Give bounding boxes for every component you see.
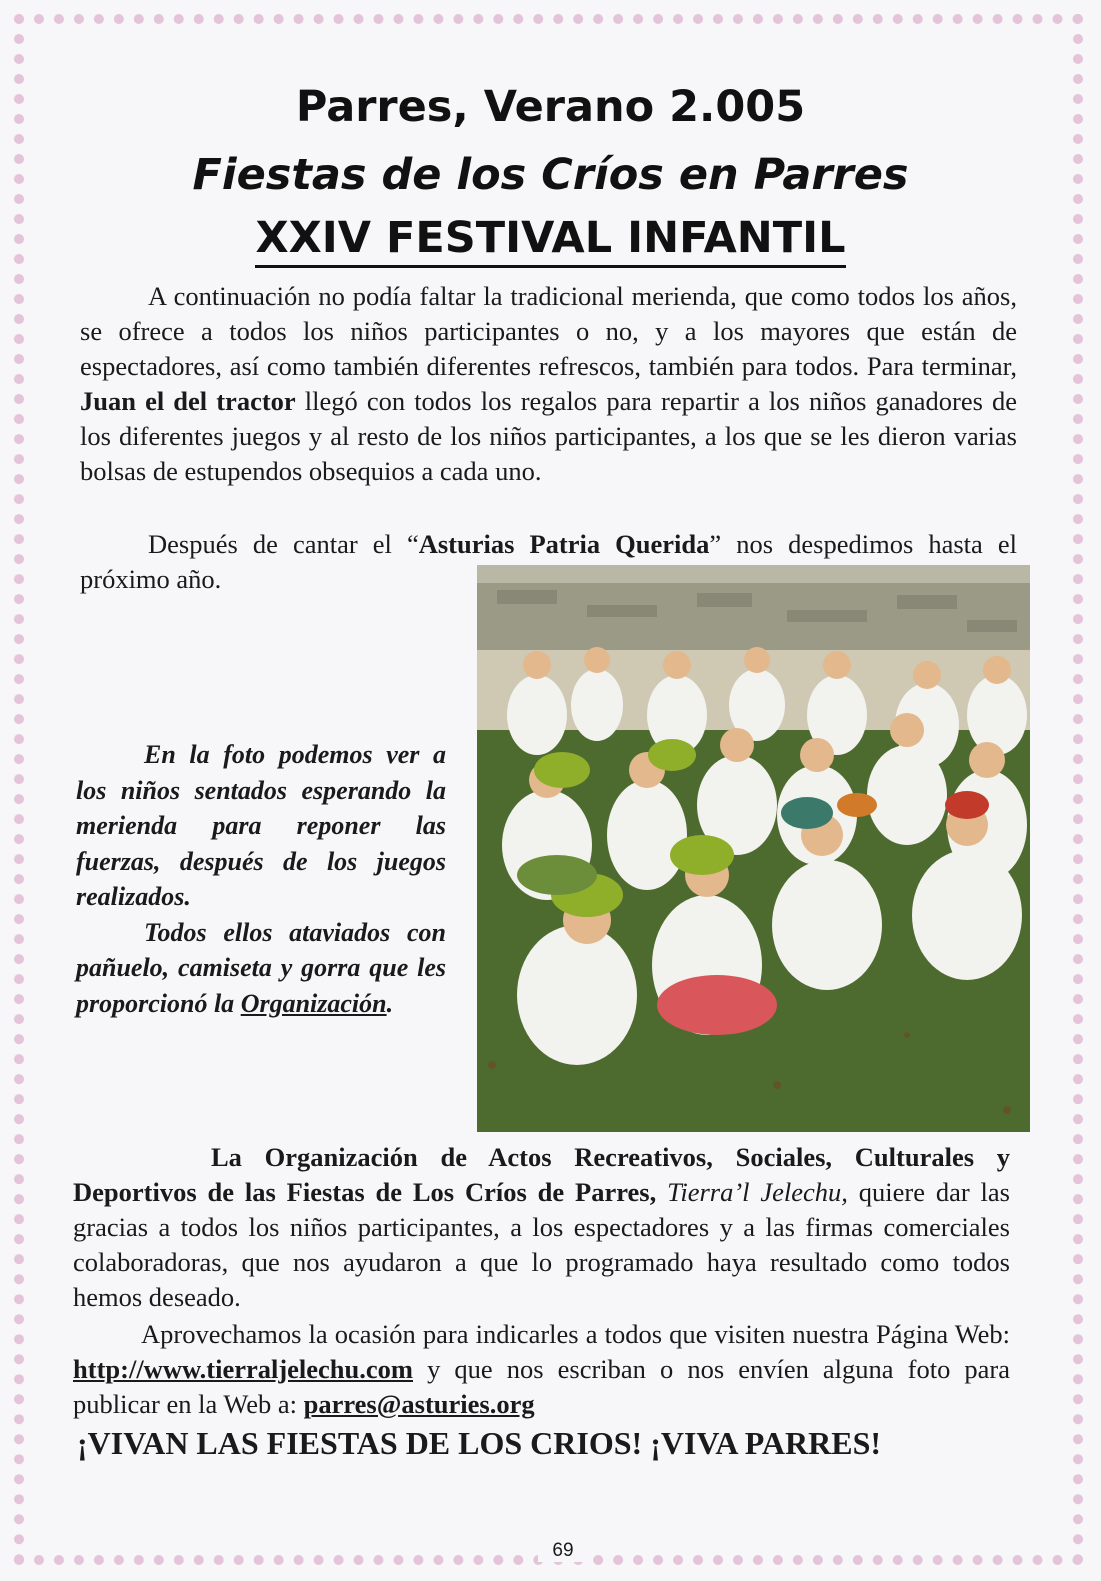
paragraph-web [73, 1317, 1010, 1422]
p1-text-b: llegó con todos los regalos para repartir a los niños ganadores de los diferentes juegos y al resto de los niños participantes, a los que se les dieron varias bolsas de estupendos obsequios a cada uno. [80, 386, 1017, 486]
paragraph-merienda [80, 279, 1017, 489]
caption-end: . [386, 988, 394, 1018]
page-number: 69 [538, 1540, 588, 1562]
title-line-1: Parres, Verano 2.005 [295, 82, 806, 132]
paragraph-agradecimiento [73, 1140, 1010, 1315]
p1-text-a: A continuación no podía faltar la tradicional merienda, que como todos los años, se ofrece a todos los niños participantes o no, y a los mayores que están de espectadores, así como también diferentes refrescos, también para todos. Para terminar, [80, 281, 1017, 381]
p2-text-a: Después de cantar el “ [148, 529, 419, 559]
closing-line: ¡VIVAN LAS FIESTAS DE LOS CRIOS! ¡VIVA PARRES! [77, 1425, 882, 1461]
title-line-3-text: XXIV FESTIVAL INFANTIL [255, 213, 845, 268]
p2-text-b: ” nos despedimos hasta el próximo año. [80, 529, 1017, 594]
p1-bold: Juan el del tractor [80, 386, 296, 416]
email-link[interactable]: parres@asturies.org [303, 1389, 535, 1419]
p3-rest: quiere dar las gracias a todos los niños participantes, a los espectadores y a las firmas comerciales colaboradoras, que nos ayudaron a que lo programado haya resultado como todos hemos deseado. [73, 1177, 1010, 1312]
p2-bold: Asturias Patria Querida [418, 529, 710, 559]
caption-text-b: Todos ellos ataviados con pañuelo, camiseta y gorra que les proporcionó la [76, 917, 446, 1018]
p4-text-a: Aprovechamos la ocasión para indicarles a todos que visiten nuestra Página Web: [141, 1319, 1010, 1349]
caption-underlined: Organización [240, 988, 387, 1018]
title-line-2: Fiestas de los Críos en Parres [192, 150, 909, 200]
photo-caption [76, 737, 446, 1021]
children-photo-illustration [477, 565, 1030, 1132]
caption-text-a: En la foto podemos ver a los niños sentados esperando la merienda para reponer las fuerzas, después de los juegos realizados. [76, 740, 446, 911]
title-line-3 [0, 213, 1101, 263]
children-photo [477, 565, 1030, 1132]
p3-italic: Tierra’l Jelechu, [667, 1177, 848, 1207]
website-link[interactable]: http://www.tierraljelechu.com [73, 1354, 413, 1384]
p4-text-b: y que nos escriban o nos envíen alguna foto para publicar en la Web a: [73, 1354, 1010, 1419]
p3-bold: La Organización de Actos Recreativos, Sociales, Culturales y Deportivos de las Fiestas de Los Críos de Parres, [73, 1142, 1010, 1207]
